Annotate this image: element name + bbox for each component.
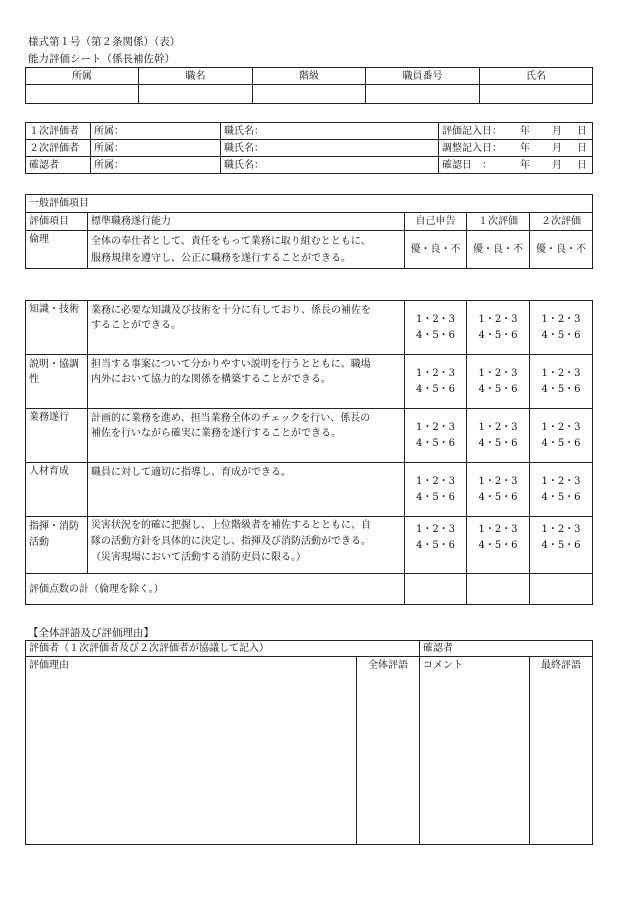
affiliation-field[interactable] (26, 85, 139, 104)
month-label: 月 (552, 159, 562, 171)
position-field[interactable] (139, 85, 253, 104)
score-options: 1・2・3 (415, 475, 456, 487)
second-score[interactable] (530, 517, 593, 574)
competency-item-line: 活動 (29, 537, 49, 548)
competency-item: 知識・技術 (26, 301, 88, 355)
first-score[interactable] (467, 409, 530, 463)
overall-grade-label: 全体評語 (368, 660, 408, 671)
year-label: 年 (520, 159, 530, 171)
self-score[interactable] (405, 301, 467, 355)
header-affiliation: 所属 (26, 68, 139, 85)
total-label: 評価点数の計（倫理を除く。） (26, 574, 405, 605)
form-code: 様式第１号（第２条関係）（表） (28, 36, 181, 48)
score-options: 1・2・3 (415, 524, 456, 535)
competency-row (26, 517, 593, 574)
evaluator-date[interactable] (439, 123, 593, 140)
overall-section-title: 【全体評語及び評価理由】 (28, 627, 154, 639)
competency-text-line: 補佐を行いながら確実に業務を遂行することができる。 (91, 428, 341, 439)
competency-row (26, 355, 593, 409)
competency-item: 業務遂行 (26, 409, 88, 463)
name-field[interactable] (480, 85, 593, 104)
overall-grade-field[interactable] (357, 657, 420, 845)
score-options: 1・2・3 (478, 367, 518, 379)
ethics-self-grade[interactable]: 優・良・不 (405, 231, 467, 269)
score-options: 4・5・6 (478, 540, 518, 551)
evaluator-row (26, 123, 593, 140)
score-options: 1・2・3 (415, 313, 456, 325)
final-grade-field[interactable] (530, 657, 593, 845)
first-score[interactable] (467, 463, 530, 517)
comment-field[interactable] (420, 657, 530, 845)
month-label: 月 (552, 125, 562, 137)
score-options: 4・5・6 (541, 329, 581, 341)
year-label: 年 (520, 142, 530, 154)
date-label: 確認日 ： (442, 159, 492, 171)
evaluator-affiliation[interactable]: 所属： (91, 140, 221, 157)
score-options: 4・5・6 (415, 491, 456, 503)
date-label: 調整記入日： (442, 142, 502, 154)
employee-number-field[interactable] (366, 85, 480, 104)
day-label: 日 (577, 159, 587, 171)
confirmer-header: 確認者 (420, 641, 593, 657)
header-name: 氏名 (480, 68, 593, 85)
competency-text-line: 内外において協力的な関係を構築することができる。 (91, 374, 331, 385)
competency-text-line: することができる。 (91, 320, 181, 331)
score-options: 4・5・6 (478, 383, 518, 395)
competency-text-line: 職員に対して適切に指導し、育成ができる。 (91, 467, 291, 478)
ethics-first-grade[interactable]: 優・良・不 (467, 231, 530, 269)
header-employee-number: 職員番号 (366, 68, 480, 85)
evaluator-affiliation[interactable]: 所属： (91, 123, 221, 140)
self-score[interactable] (405, 517, 467, 574)
score-options: 1・2・3 (478, 421, 518, 433)
ethics-item: 倫理 (26, 231, 88, 269)
competency-text-line: 業務に必要な知識及び技術を十分に有しており、係長の補佐を (91, 305, 371, 316)
score-options: 1・2・3 (415, 421, 456, 433)
first-score[interactable] (467, 355, 530, 409)
competency-text-line: （災害現場において活動する消防吏員に限る。） (91, 552, 306, 563)
col-item-header: 評価項目 (26, 213, 88, 231)
col-self-header: 自己申告 (405, 213, 467, 231)
score-options: 4・5・6 (415, 383, 456, 395)
col-standard-header: 標準職務遂行能力 (88, 213, 405, 231)
comment-label: コメント (423, 660, 463, 671)
competency-text-line: 担当する事案について分かりやすい説明を行うとともに、職場 (91, 359, 371, 370)
competency-row (26, 301, 593, 355)
score-options: 1・2・3 (541, 475, 581, 487)
evaluator-affiliation[interactable]: 所属： (91, 157, 221, 174)
score-options: 1・2・3 (541, 421, 581, 433)
overall-table (25, 640, 593, 845)
competency-text-line: 計画的に業務を進め、担当業務全体のチェックを行い、係長の (91, 413, 371, 424)
first-total[interactable] (467, 574, 530, 605)
score-options: 1・2・3 (478, 475, 518, 487)
self-total[interactable] (405, 574, 467, 605)
score-options: 1・2・3 (541, 313, 581, 325)
competency-text-line: 災害状況を的確に把握し、上位階級者を補佐するとともに、自 (91, 520, 371, 531)
reason-field[interactable] (26, 657, 357, 845)
evaluators-table (25, 122, 593, 174)
evaluator-role: 確認者 (26, 157, 91, 174)
month-label: 月 (552, 142, 562, 154)
competency-item-line: 指揮・消防 (29, 521, 79, 532)
second-score[interactable] (530, 463, 593, 517)
ethics-standard (88, 231, 405, 269)
competency-item-line: 説明・協調 (29, 359, 79, 370)
competency-item: 人材育成 (26, 463, 88, 517)
general-evaluation-table (25, 194, 593, 269)
competency-standard (88, 301, 405, 355)
competency-table (25, 300, 593, 605)
evaluator-name[interactable]: 職氏名： (221, 123, 439, 140)
score-options: 4・5・6 (541, 540, 581, 551)
score-options: 1・2・3 (541, 524, 581, 535)
score-options: 1・2・3 (478, 524, 518, 535)
competency-row (26, 463, 593, 517)
score-options: 4・5・6 (415, 540, 456, 551)
day-label: 日 (577, 125, 587, 137)
year-label: 年 (520, 125, 530, 137)
final-grade-label: 最終評語 (541, 660, 581, 671)
first-score[interactable] (467, 301, 530, 355)
second-score[interactable] (530, 301, 593, 355)
employee-info-table (25, 67, 593, 104)
date-label: 評価記入日： (442, 125, 502, 137)
competency-standard (88, 463, 405, 517)
score-options: 4・5・6 (541, 491, 581, 503)
sheet-title: 能力評価シート（係長補佐幹） (28, 53, 175, 65)
competency-item (26, 517, 88, 574)
score-options: 4・5・6 (541, 437, 581, 449)
col-second-header: ２次評価 (530, 213, 593, 231)
day-label: 日 (577, 142, 587, 154)
competency-standard (88, 517, 405, 574)
score-options: 4・5・6 (478, 437, 518, 449)
score-options: 4・5・6 (415, 437, 456, 449)
competency-standard (88, 409, 405, 463)
competency-item (26, 355, 88, 409)
ethics-row (26, 231, 593, 269)
competency-standard (88, 355, 405, 409)
ethics-text-line: 服務規律を遵守し、公正に職務を遂行することができる。 (91, 252, 351, 264)
ethics-second-grade[interactable]: 優・良・不 (530, 231, 593, 269)
header-position: 職名 (139, 68, 253, 85)
first-score[interactable] (467, 517, 530, 574)
evaluator-date[interactable] (439, 157, 593, 174)
self-score[interactable] (405, 409, 467, 463)
header-rank: 階級 (253, 68, 366, 85)
evaluator-row (26, 140, 593, 157)
ethics-text-line: 全体の奉仕者として、責任をもって業務に取り組むとともに、 (91, 235, 371, 247)
second-score[interactable] (530, 409, 593, 463)
self-score[interactable] (405, 463, 467, 517)
reason-label: 評価理由 (29, 660, 69, 671)
col-first-header: １次評価 (467, 213, 530, 231)
total-row (26, 574, 593, 605)
general-section-title: 一般評価項目 (26, 195, 593, 213)
evaluator-name[interactable]: 職氏名： (221, 157, 439, 174)
score-options: 4・5・6 (478, 329, 518, 341)
score-options: 4・5・6 (541, 383, 581, 395)
evaluator-role: １次評価者 (26, 123, 91, 140)
evaluator-role: ２次評価者 (26, 140, 91, 157)
score-options: 4・5・6 (415, 329, 456, 341)
score-options: 1・2・3 (415, 367, 456, 379)
score-options: 4・5・6 (478, 491, 518, 503)
competency-item-line: 性 (29, 374, 39, 385)
competency-text-line: 隊の活動方針を具体的に決定し、指揮及び消防活動ができる。 (91, 536, 371, 547)
score-options: 1・2・3 (478, 313, 518, 325)
evaluator-header: 評価者（１次評価者及び２次評価者が協議して記入） (26, 641, 420, 657)
rank-field[interactable] (253, 85, 366, 104)
evaluator-name[interactable]: 職氏名： (221, 140, 439, 157)
second-score[interactable] (530, 355, 593, 409)
competency-row (26, 409, 593, 463)
score-options: 1・2・3 (541, 367, 581, 379)
evaluator-date[interactable] (439, 140, 593, 157)
second-total[interactable] (530, 574, 593, 605)
self-score[interactable] (405, 355, 467, 409)
evaluator-row (26, 157, 593, 174)
